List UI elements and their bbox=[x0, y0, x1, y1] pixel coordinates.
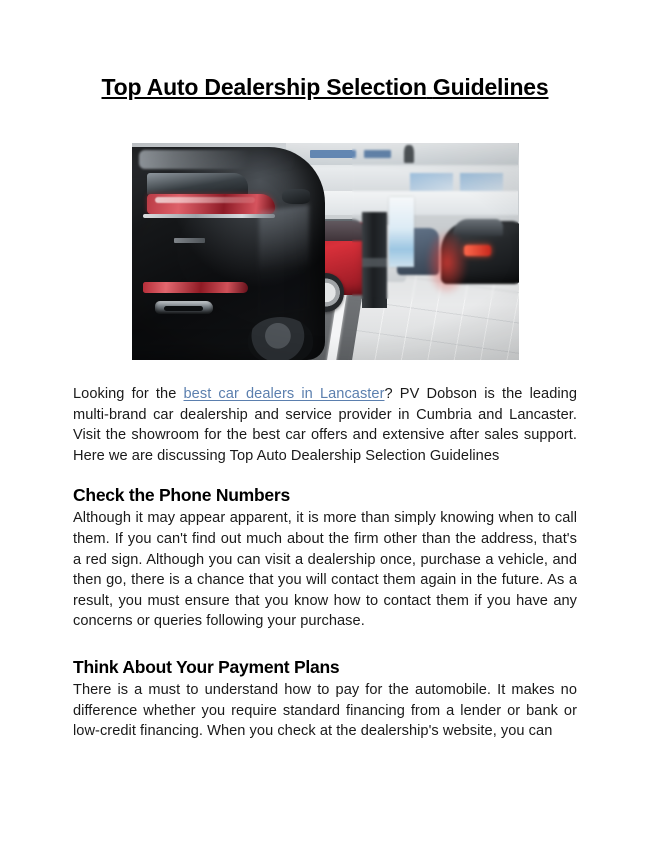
black-car-rear-window bbox=[147, 173, 248, 195]
background-person bbox=[404, 145, 413, 162]
showroom-banner bbox=[389, 197, 414, 266]
black-car-wheel bbox=[248, 317, 314, 360]
section-heading-think-about-your-payment-plans: Think About Your Payment Plans bbox=[73, 656, 340, 677]
wall-poster-two bbox=[460, 173, 503, 190]
page-title-line-2: Guidelines bbox=[432, 74, 549, 100]
black-car-badge bbox=[174, 238, 205, 242]
black-car-chrome-trim bbox=[143, 214, 275, 219]
dealership-showroom-image bbox=[132, 143, 519, 360]
black-car-body-highlight bbox=[259, 205, 309, 316]
black-car-side-mirror bbox=[282, 189, 309, 204]
showroom-scene bbox=[132, 143, 519, 360]
section-heading-check-the-phone-numbers: Check the Phone Numbers bbox=[73, 485, 290, 506]
section-body-think-about-your-payment-plans: There is a must to understand how to pay for the automobile. It makes no difference whether you require standard financing from a lender or bank or low-credit financing. When you check at the dealership's website, you can bbox=[73, 681, 577, 740]
black-car-exhaust-opening bbox=[164, 306, 203, 311]
black-car-taillight-highlight bbox=[155, 197, 256, 203]
intro-text-after-link: ? PV Dobson is the leading multi-brand car dealership and service provider in Cumbria and Lancaster. Visit the showroom for the best car offers and extensive after sales support. Here we are discussing Top Auto Dealership Selection Guidelines bbox=[73, 386, 577, 464]
document-content bbox=[73, 72, 577, 742]
intro-text-before-link: Looking for the bbox=[73, 386, 184, 402]
black-car-bumper-reflector bbox=[143, 282, 247, 293]
background-sign-left bbox=[310, 150, 356, 159]
page-title bbox=[73, 72, 577, 103]
best-car-dealers-link[interactable]: best car dealers in Lancaster bbox=[183, 386, 385, 402]
floor-red-reflection bbox=[426, 230, 469, 295]
figure-container bbox=[73, 143, 577, 360]
section-body-check-the-phone-numbers: Although it may appear apparent, it is more than simply knowing when to call them. If you can't find out much about the firm other than the address, that's a red sign. Although you can visit a dealership once, purchase a vehicle, and then go, there is a chance that you will contact them again in the future. As a result, you must ensure that you know how to contact them if you have any concerns or queries following your purchase. bbox=[73, 510, 577, 630]
wall-poster-one bbox=[410, 173, 453, 190]
intro-paragraph bbox=[73, 384, 577, 466]
right-car-taillight bbox=[464, 245, 491, 256]
black-car-roof-highlight bbox=[139, 150, 294, 170]
background-sign-right bbox=[364, 150, 391, 159]
showroom-pillar-band bbox=[362, 258, 388, 267]
page-title-line-1: Top Auto Dealership Selection bbox=[101, 74, 427, 100]
